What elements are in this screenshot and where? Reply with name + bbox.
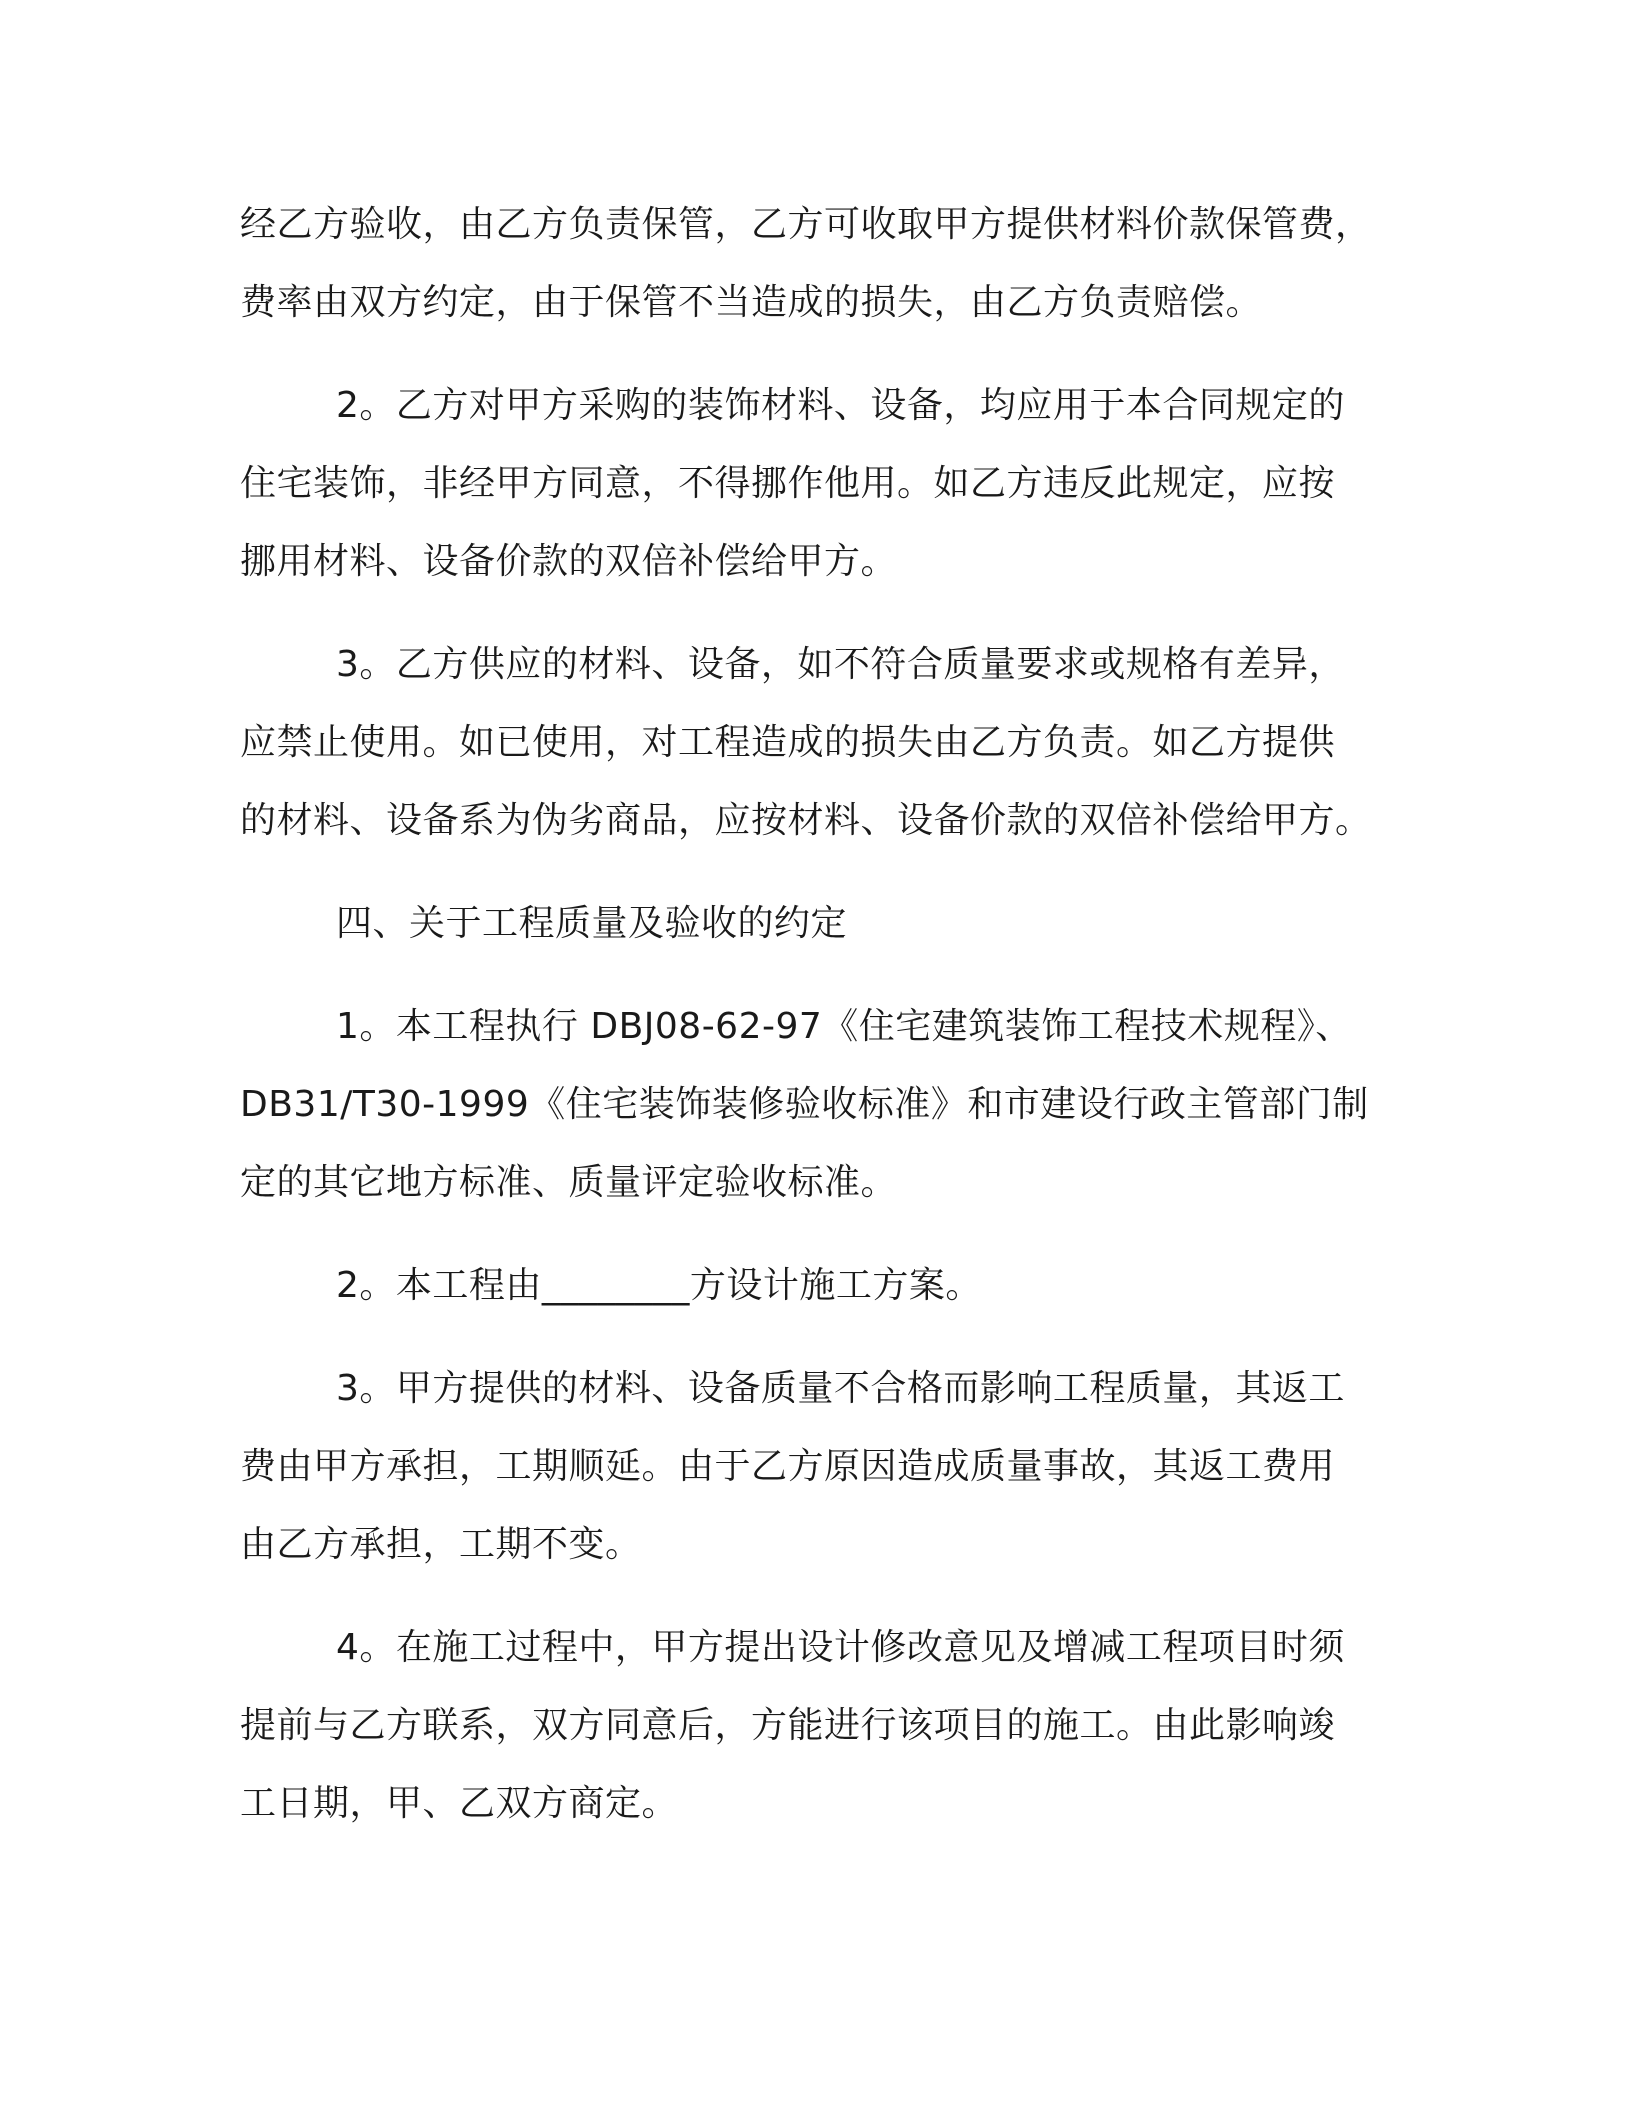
text-line: 应禁止使用。如已使用，对工程造成的损失由乙方负责。如乙方提供 bbox=[240, 722, 1336, 763]
text-line: 住宅装饰，非经甲方同意，不得挪作他用。如乙方违反此规定，应按 bbox=[240, 463, 1336, 504]
text-line: 3。甲方提供的材料、设备质量不合格而影响工程质量，其返工 bbox=[336, 1368, 1345, 1409]
section-heading-quality bbox=[240, 885, 1390, 963]
document-body bbox=[240, 186, 1390, 1868]
text-line: 由乙方承担，工期不变。 bbox=[240, 1524, 642, 1565]
text-line: 费由甲方承担，工期顺延。由于乙方原因造成质量事故，其返工费用 bbox=[240, 1446, 1336, 1487]
text-line: 4。在施工过程中，甲方提出设计修改意见及增减工程项目时须 bbox=[336, 1627, 1345, 1668]
paragraph-clause-3 bbox=[240, 626, 1390, 860]
text-line: 定的其它地方标准、质量评定验收标准。 bbox=[240, 1162, 898, 1203]
paragraph-quality-1 bbox=[240, 988, 1390, 1222]
text-line: 提前与乙方联系，双方同意后，方能进行该项目的施工。由此影响竣 bbox=[240, 1705, 1336, 1746]
text-line: 挪用材料、设备价款的双倍补偿给甲方。 bbox=[240, 541, 898, 582]
paragraph-clause-2 bbox=[240, 367, 1390, 601]
paragraph-material-storage bbox=[240, 186, 1390, 342]
section-heading: 四、关于工程质量及验收的约定 bbox=[336, 903, 848, 944]
text-line: 2。乙方对甲方采购的装饰材料、设备，均应用于本合同规定的 bbox=[336, 385, 1345, 426]
text-line: 费率由双方约定，由于保管不当造成的损失，由乙方负责赔偿。 bbox=[240, 282, 1263, 323]
text-line: 1。本工程执行 DBJ08-62-97《住宅建筑装饰工程技术规程》、 bbox=[336, 1006, 1352, 1047]
paragraph-quality-3 bbox=[240, 1350, 1390, 1584]
text-line: 的材料、设备系为伪劣商品，应按材料、设备价款的双倍补偿给甲方。 bbox=[240, 800, 1372, 841]
text-line: 工日期，甲、乙双方商定。 bbox=[240, 1783, 679, 1824]
text-line: DB31/T30-1999《住宅装饰装修验收标准》和市建设行政主管部门制 bbox=[240, 1084, 1369, 1125]
paragraph-quality-2 bbox=[240, 1247, 1390, 1325]
text-line: 2。本工程由________方设计施工方案。 bbox=[336, 1265, 982, 1306]
paragraph-quality-4 bbox=[240, 1609, 1390, 1843]
text-line: 3。乙方供应的材料、设备，如不符合质量要求或规格有差异， bbox=[336, 644, 1345, 685]
text-line: 经乙方验收，由乙方负责保管，乙方可收取甲方提供材料价款保管费， bbox=[240, 204, 1372, 245]
